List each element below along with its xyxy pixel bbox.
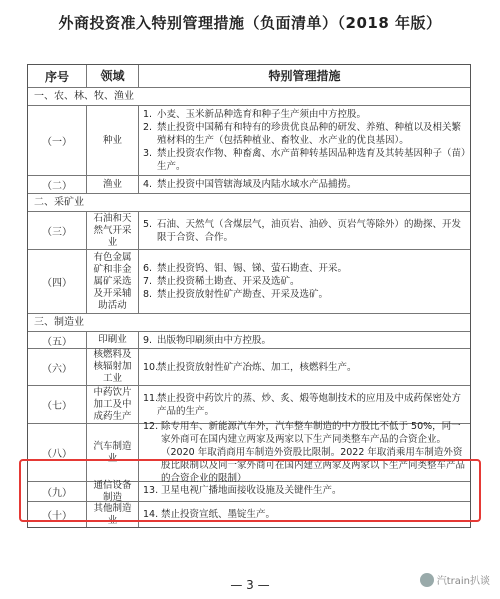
highlight-box [19,459,481,522]
page-number: — 3 — [230,578,270,592]
item-text: 禁止投资稀土勘查、开采及选矿。 [157,276,300,287]
row-measures [139,250,470,313]
row-seq: （一） [28,106,87,175]
item-number: 7. [143,276,153,287]
item-number: 8. [143,289,153,300]
item-text: 禁止投资放射性矿产勘查、开采及选矿。 [157,289,329,300]
item-number: 1. [143,109,153,120]
row-seq: （七） [28,386,87,423]
table-row [28,331,470,348]
wechat-logo-icon [420,573,434,587]
item-text: 出版物印刷须由中方控股。 [157,335,272,346]
item-number: 4. [143,179,153,190]
item-text: 禁止投资农作物、种畜禽、水产苗种转基因品种选育及其转基因种子（苗）生产。 [157,148,466,172]
section-manufacturing: 三、制造业 [28,313,470,331]
item-number: 3. [143,148,153,159]
document-title: 外商投资准入特别管理措施（负面清单）（2018 年版） [58,14,442,32]
table-row [28,348,470,385]
row-seq: （十） [28,502,87,527]
item-number: 11. [143,392,159,404]
item-text: 石油、天然气（含煤层气，油页岩、油砂、页岩气等除外）的勘探、开发限于合资、合作。 [157,218,462,243]
row-field: 种业 [87,106,139,175]
row-seq: （四） [28,250,87,313]
row-field: 印刷业 [87,332,139,348]
row-seq: （三） [28,212,87,249]
row-seq: （五） [28,332,87,348]
header-seq: 序号 [28,65,87,87]
row-measures [139,386,470,423]
table-row [28,105,470,175]
item-number: 13. [143,485,159,496]
header-measures: 特别管理措施 [268,68,341,83]
row-field: 其他制造业 [87,502,139,527]
watermark [420,572,490,587]
section-agriculture: 一、农、林、牧、渔业 [28,87,470,105]
item-number: 9. [143,335,153,346]
row-measures [139,106,470,175]
row-measures [139,212,470,249]
row-field: 中药饮片加工及中成药生产 [87,386,139,423]
item-text: 小麦、玉米新品种选育和种子生产须由中方控股。 [157,109,367,120]
table-row [28,175,470,193]
item-text: 卫星电视广播地面接收设施及关键件生产。 [161,485,342,496]
row-measures [139,176,470,193]
row-measures [139,332,470,348]
item-text: 禁止投资中国管辖海域及内陆水域水产品捕捞。 [157,179,357,190]
row-field: 核燃料及核辐射加工业 [87,349,139,385]
table-row [28,385,470,423]
row-field: 通信设备制造 [87,482,139,501]
row-seq: （九） [28,482,87,501]
row-seq: （二） [28,176,87,193]
item-number: 14. [143,509,159,520]
row-measures [139,349,470,385]
item-text: 禁止投资放射性矿产冶炼、加工，核燃料生产。 [157,361,357,373]
row-field: 有色金属矿和非金属矿采选及开采辅助活动 [87,250,139,313]
row-field: 石油和天然气开采业 [87,212,139,249]
row-seq: （六） [28,349,87,385]
table-row [28,211,470,249]
item-text: 除专用车、新能源汽车外，汽车整车制造的中方股比不低于 50%，同一家外商可在国内建立两家及两家以下生产同类整车产品的合资企业。（2020 年取消商用车制造外资股比限制。2022 年取消乘用车制造外资股比限制以及同一家外商可在国内建立两家及两家以下生产同类整车产品的合资企业的限制） [161,421,466,484]
item-text: 禁止投资中国稀有和特有的珍贵优良品种的研发、养殖、种植以及相关繁殖材料的生产（包括种植业、畜牧业、水产业的优良基因）。 [157,122,462,146]
table-row [28,249,470,313]
item-number: 5. [143,218,153,230]
item-number: 6. [143,263,153,274]
section-mining: 二、采矿业 [28,193,470,211]
item-text: 禁止投资宣纸、墨锭生产。 [161,509,276,520]
row-seq: （八） [28,424,87,481]
item-text: 禁止投资钨、钼、锡、锑、萤石勘查、开采。 [157,263,348,274]
item-number: 2. [143,122,153,133]
row-field: 渔业 [87,176,139,193]
item-text: 禁止投资中药饮片的蒸、炒、炙、煅等炮制技术的应用及中成药保密处方产品的生产。 [157,392,462,417]
item-number: 12. [143,421,159,432]
item-number: 10. [143,361,159,373]
header-field: 领域 [87,65,139,87]
table-header [28,65,470,87]
watermark-text: 汽train扒谈 [436,576,490,587]
row-field: 汽车制造业 [87,424,139,481]
